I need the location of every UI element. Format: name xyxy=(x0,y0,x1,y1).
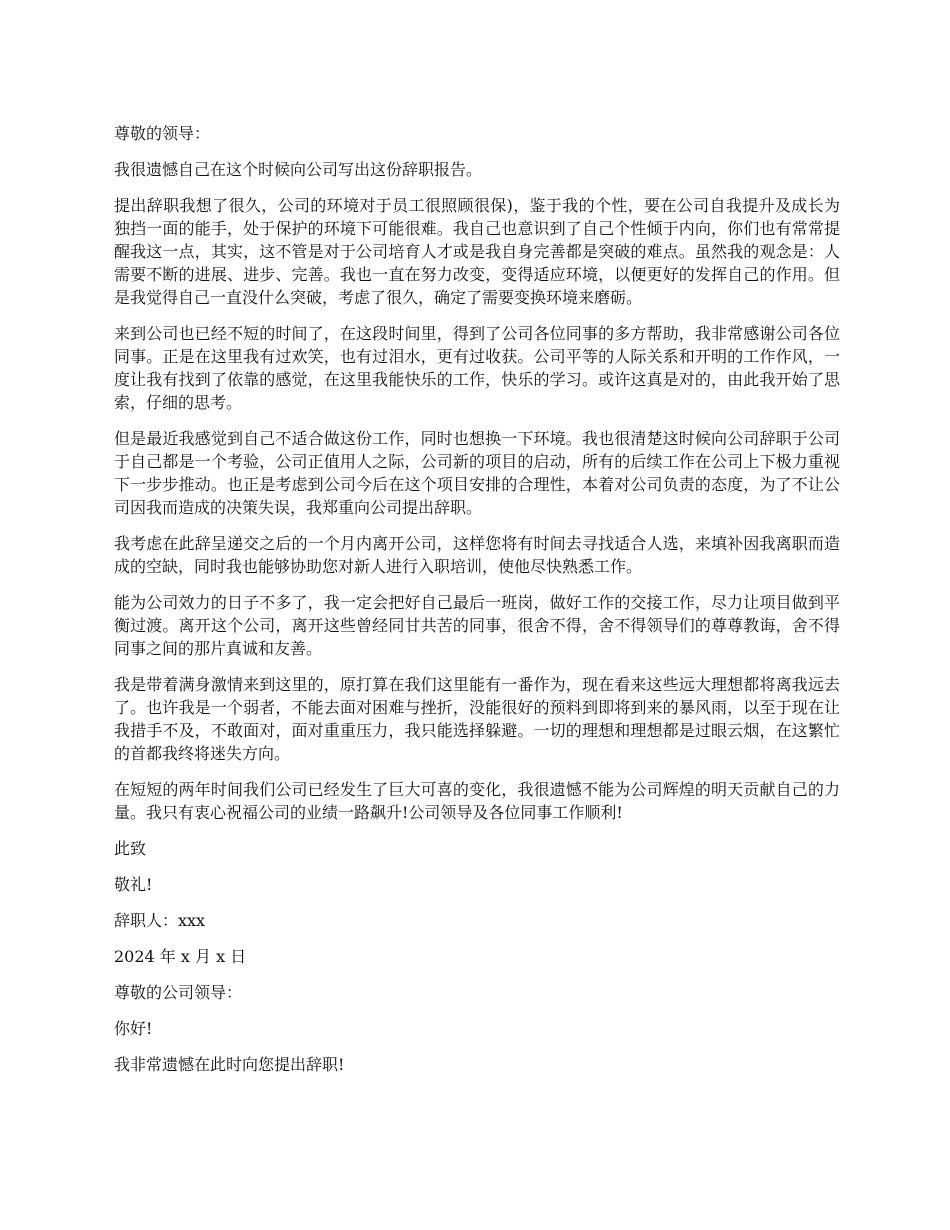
body-paragraph: 在短短的两年时间我们公司已经发生了巨大可喜的变化，我很遗憾不能为公司辉煌的明天贡献自己的力量。我只有衷心祝福公司的业绩一路飙升!公司领导及各位同事工作顺利! xyxy=(114,780,840,822)
signature-line: 辞职人：xxx xyxy=(114,911,206,930)
second-opening-line: 我非常遗憾在此时向您提出辞职! xyxy=(114,1055,345,1074)
date-line: 2024 年 x 月 x 日 xyxy=(114,947,247,966)
body-paragraph: 能为公司效力的日子不多了，我一定会把好自己最后一班岗，做好工作的交接工作，尽力让项目做到平衡过渡。离开这个公司，离开这些曾经同甘共苦的同事，很舍不得，舍不得领导们的尊尊教诲，舍不得同事之间的那片真诚和友善。 xyxy=(114,593,840,658)
closing-line: 此致 xyxy=(114,839,147,858)
body-paragraph: 来到公司也已经不短的时间了，在这段时间里，得到了公司各位同事的多方帮助，我非常感谢公司各位同事。正是在这里我有过欢笑，也有过泪水，更有过收获。公司平等的人际关系和开明的工作作风，一度让我有找到了依靠的感觉，在这里我能快乐的工作，快乐的学习。或许这真是对的，由此我开始了思索，仔细的思考。 xyxy=(114,324,840,412)
body-paragraph: 提出辞职我想了很久，公司的环境对于员工很照顾很保)，鉴于我的个性，要在公司自我提升及成长为独挡一面的能手，处于保护的环境下可能很难。我自己也意识到了自己个性倾于内向，你们也有常常提醒我这一点，其实，这不管是对于公司培育人才或是我自身完善都是突破的难点。虽然我的观念是：人需要不断的进展、进步、完善。我也一直在努力改变，变得适应环境，以便更好的发挥自己的作用。但是我觉得自己一直没什么突破，考虑了很久，确定了需要变换环境来磨砺。 xyxy=(114,196,840,307)
second-greeting: 你好! xyxy=(114,1019,153,1038)
body-paragraph: 我是带着满身激情来到这里的，原打算在我们这里能有一番作为，现在看来这些远大理想都将离我远去了。也许我是一个弱者，不能去面对困难与挫折，没能很好的预料到即将到来的暴风雨，以至于现在让我措手不及，不敢面对，面对重重压力，我只能选择躲避。一切的理想和理想都是过眼云烟，在这繁忙的首都我终将迷失方向。 xyxy=(114,675,840,763)
resignation-letter xyxy=(114,122,840,1089)
body-paragraph: 我考虑在此辞呈递交之后的一个月内离开公司，这样您将有时间去寻找适合人选，来填补因我离职而造成的空缺，同时我也能够协助您对新人进行入职培训，使他尽快熟悉工作。 xyxy=(114,534,840,576)
second-salutation: 尊敬的公司领导： xyxy=(114,983,243,1002)
body-paragraph: 但是最近我感觉到自己不适合做这份工作，同时也想换一下环境。我也很清楚这时候向公司辞职于公司于自己都是一个考验，公司正值用人之际，公司新的项目的启动，所有的后续工作在公司上下极力重视下一步步推动。也正是考虑到公司今后在这个项目安排的合理性，本着对公司负责的态度，为了不让公司因我而造成的决策失误，我郑重向公司提出辞职。 xyxy=(114,429,840,517)
salutation: 尊敬的领导： xyxy=(114,124,211,143)
opening-line: 我很遗憾自己在这个时候向公司写出这份辞职报告。 xyxy=(114,160,483,179)
regards-line: 敬礼! xyxy=(114,875,153,894)
